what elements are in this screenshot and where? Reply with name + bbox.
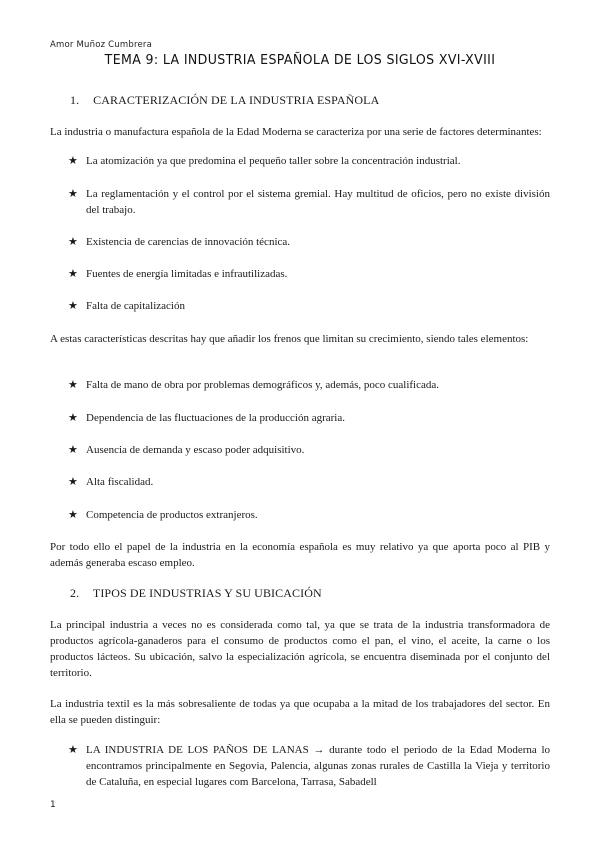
list-item-text: LA INDUSTRIA DE LOS PAÑOS DE LANAS → durante todo el periodo de la Edad Moderna lo encontramos principalmente en Segovia, Palencia, algunas zonas rurales de Castilla la Vieja y territorio de Cataluña, en especial lugares com Barcelona, Tarrasa, Sabadell: [86, 744, 550, 788]
section-2-heading: [70, 586, 322, 601]
list-item-text: La reglamentación y el control por el sistema gremial. Hay multitud de oficios, pero no existe división del trabajo.: [86, 188, 550, 216]
section-1-title: CARACTERIZACIÓN DE LA INDUSTRIA ESPAÑOLA: [93, 93, 380, 107]
list-item: [68, 742, 550, 790]
page-number: 1: [50, 800, 56, 810]
list-item-text: Alta fiscalidad.: [86, 476, 154, 488]
star-bullet-icon: ★: [68, 267, 78, 280]
star-bullet-icon: ★: [68, 443, 78, 456]
star-bullet-icon: ★: [68, 235, 78, 248]
list-item: [68, 186, 550, 218]
section-1-intro-2: A estas características descritas hay que añadir los frenos que limitan su crecimiento, siendo tales elementos:: [50, 333, 529, 345]
document-title: TEMA 9: LA INDUSTRIA ESPAÑOLA DE LOS SIGLOS XVI-XVIII: [104, 52, 496, 68]
list-item-text: Existencia de carencias de innovación técnica.: [86, 236, 291, 248]
star-bullet-icon: ★: [68, 508, 78, 521]
star-bullet-icon: ★: [68, 411, 78, 424]
star-bullet-icon: ★: [68, 187, 78, 200]
section-1-intro: La industria o manufactura española de la Edad Moderna se caracteriza por una serie de factores determinantes:: [50, 126, 542, 138]
section-1-number: 1.: [70, 93, 80, 107]
list-item: [68, 153, 550, 169]
star-bullet-icon: ★: [68, 743, 78, 756]
list-item-text: Competencia de productos extranjeros.: [86, 509, 258, 521]
star-bullet-icon: ★: [68, 154, 78, 167]
star-bullet-icon: ★: [68, 475, 78, 488]
section-2-number: 2.: [70, 586, 80, 600]
list-item-text: Falta de capitalización: [86, 300, 185, 312]
list-item-text: Ausencia de demanda y escaso poder adquisitivo.: [86, 444, 305, 456]
list-item: [68, 507, 550, 523]
list-item: [68, 266, 550, 282]
list-item-text: La atomización ya que predomina el pequeño taller sobre la concentración industrial.: [86, 155, 461, 167]
list-item: [68, 410, 550, 426]
list-item: [68, 298, 550, 314]
list-item: [68, 377, 550, 393]
section-1-conclusion: Por todo ello el papel de la industria en la economía española es muy relativo ya que aporta poco al PIB y además generaba escaso empleo.: [50, 541, 550, 569]
section-2-title: TIPOS DE INDUSTRIAS Y SU UBICACIÓN: [92, 586, 322, 600]
list-item-text: Dependencia de las fluctuaciones de la producción agraria.: [86, 412, 345, 424]
list-item: [68, 474, 550, 490]
list-item: [68, 442, 550, 458]
section-1-heading: [70, 93, 379, 108]
star-bullet-icon: ★: [68, 378, 78, 391]
section-2-paragraph-1: La principal industria a veces no es considerada como tal, ya que se trata de la industria transformadora de productos agrícola-ganaderos para el consumo de productos como el pan, el vino, el aceite, la carne o los productos lácteos. Su ubicación, salvo la especialización agrícola, se encuentra diseminada por el conjunto del territorio.: [50, 619, 550, 679]
section-2-paragraph-2: La industria textil es la más sobresaliente de todas ya que ocupaba a la mitad de los trabajadores del sector. En ella se pueden distinguir:: [50, 698, 550, 726]
list-item-text: Fuentes de energía limitadas e infrautilizadas.: [86, 268, 288, 280]
list-item: [68, 234, 550, 250]
star-bullet-icon: ★: [68, 299, 78, 312]
list-item-text: Falta de mano de obra por problemas demográficos y, además, poco cualificada.: [86, 379, 439, 391]
author-name: Amor Muñoz Cumbrera: [50, 40, 153, 50]
